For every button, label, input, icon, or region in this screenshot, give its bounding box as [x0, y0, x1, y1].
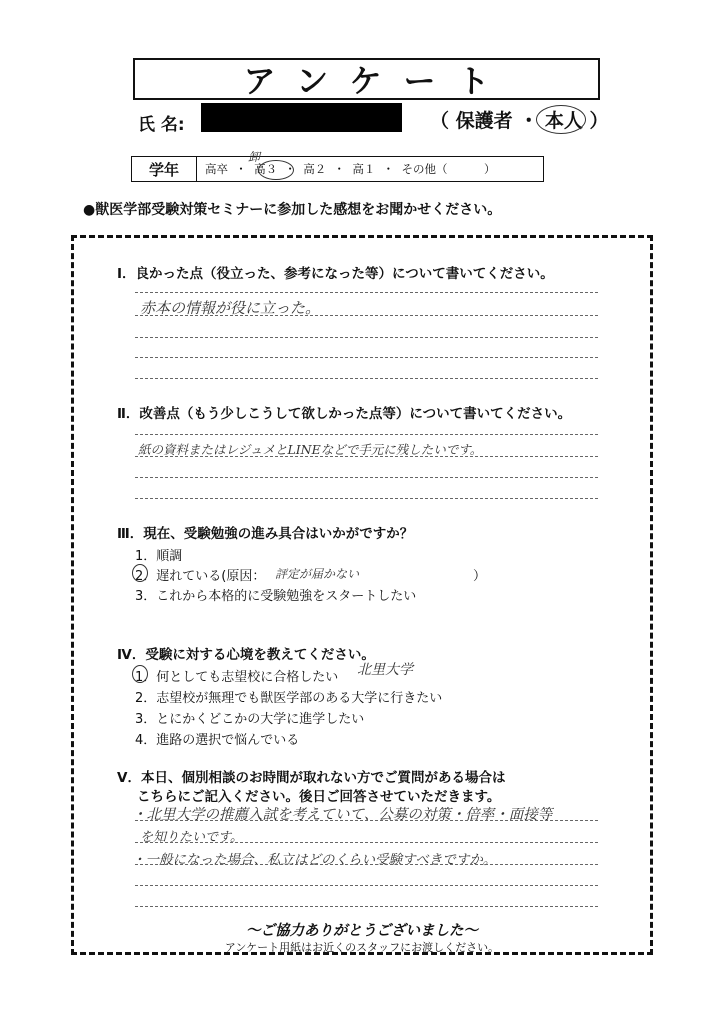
grade-options: 高卒 ・ 高３ ・ 高２ ・ 高１ ・ その他（ ）: [205, 162, 496, 176]
answer-line: [135, 906, 598, 907]
mindset-selection-circle: [132, 665, 148, 683]
progress-option-1: 1．順調: [135, 549, 183, 564]
section-1-answer: 赤本の情報が役に立った。: [140, 299, 321, 317]
progress-option-3: 3．これから本格的に受験勉強をスタートしたい: [135, 589, 417, 604]
section-2-answer: 紙の資料またはレジュメとLINEなどで手元に残したいです。: [138, 442, 483, 457]
answer-line: [135, 864, 598, 865]
progress-reason-close: ）: [473, 569, 487, 584]
footer-thanks: 〜ご協力ありがとうございました〜: [246, 923, 478, 939]
progress-selection-circle: [132, 564, 148, 582]
survey-title: アンケート: [243, 62, 512, 100]
mindset-option-1: 1．何としても志望校に合格したい: [135, 670, 339, 685]
intro-question: ●獣医学部受験対策セミナーに参加した感想をお聞かせください。: [83, 202, 502, 218]
mindset-option-3: 3．とにかくどこかの大学に進学したい: [135, 712, 365, 727]
answer-line: [135, 842, 598, 843]
grade-label: 学年: [132, 157, 197, 181]
answer-line: [135, 337, 598, 338]
footer-note: アンケート用紙はお近くのスタッフにお渡しください。: [224, 941, 500, 954]
answer-line: [135, 456, 598, 457]
grade-selection-circle: [258, 160, 294, 180]
grade-field: [131, 156, 544, 182]
mindset-handwriting: 北里大学: [357, 662, 413, 678]
survey-title-box: [133, 58, 600, 100]
section-5-title-line-1: Ⅴ．本日、個別相談のお時間が取れない方でご質問がある場合は: [117, 770, 506, 786]
answer-line: [135, 378, 598, 379]
answer-line: [135, 292, 598, 293]
answer-line: [135, 885, 598, 886]
redacted-name: [201, 103, 402, 132]
answer-line: [135, 357, 598, 358]
section-2-title: Ⅱ．改善点（もう少しこうして欲しかった点等）について書いてください。: [117, 406, 572, 422]
respondent-role-options: （ 保護者 ・ 本人 ）: [430, 110, 609, 132]
answer-line: [135, 498, 598, 499]
section-5-answer-line-1: ・北里大学の推薦入試を考えていて、公募の対策・倍率・面接等: [132, 807, 553, 823]
answer-line: [135, 477, 598, 478]
mindset-option-2: 2．志望校が無理でも獣医学部のある大学に行きたい: [135, 691, 443, 706]
section-4-title: Ⅳ．受験に対する心境を教えてください。: [117, 647, 375, 663]
answer-line: [135, 315, 598, 316]
answer-line: [135, 434, 598, 435]
section-5-answer-line-2: を知りたいです。: [140, 830, 243, 845]
section-1-title: Ⅰ．良かった点（役立った、参考になった等）について書いてください。: [117, 266, 554, 282]
progress-option-2: 2．遅れている(原因：: [135, 569, 266, 584]
section-5-title-line-2: こちらにご記入ください。後日ご回答させていただきます。: [137, 789, 501, 805]
progress-reason-handwriting: 評定が届かない: [275, 567, 360, 581]
section-5-answer-line-3: ・一般になった場合、私立はどのくらい受験すべきですか。: [132, 852, 497, 868]
answer-line: [135, 820, 598, 821]
mindset-option-4: 4．進路の選択で悩んでいる: [135, 733, 300, 748]
grade-handwriting: 卸: [248, 150, 261, 164]
name-label: 氏 名:: [138, 115, 185, 135]
role-selection-circle: [536, 105, 586, 134]
section-3-title: Ⅲ．現在、受験勉強の進み具合はいかがですか？: [117, 526, 414, 542]
